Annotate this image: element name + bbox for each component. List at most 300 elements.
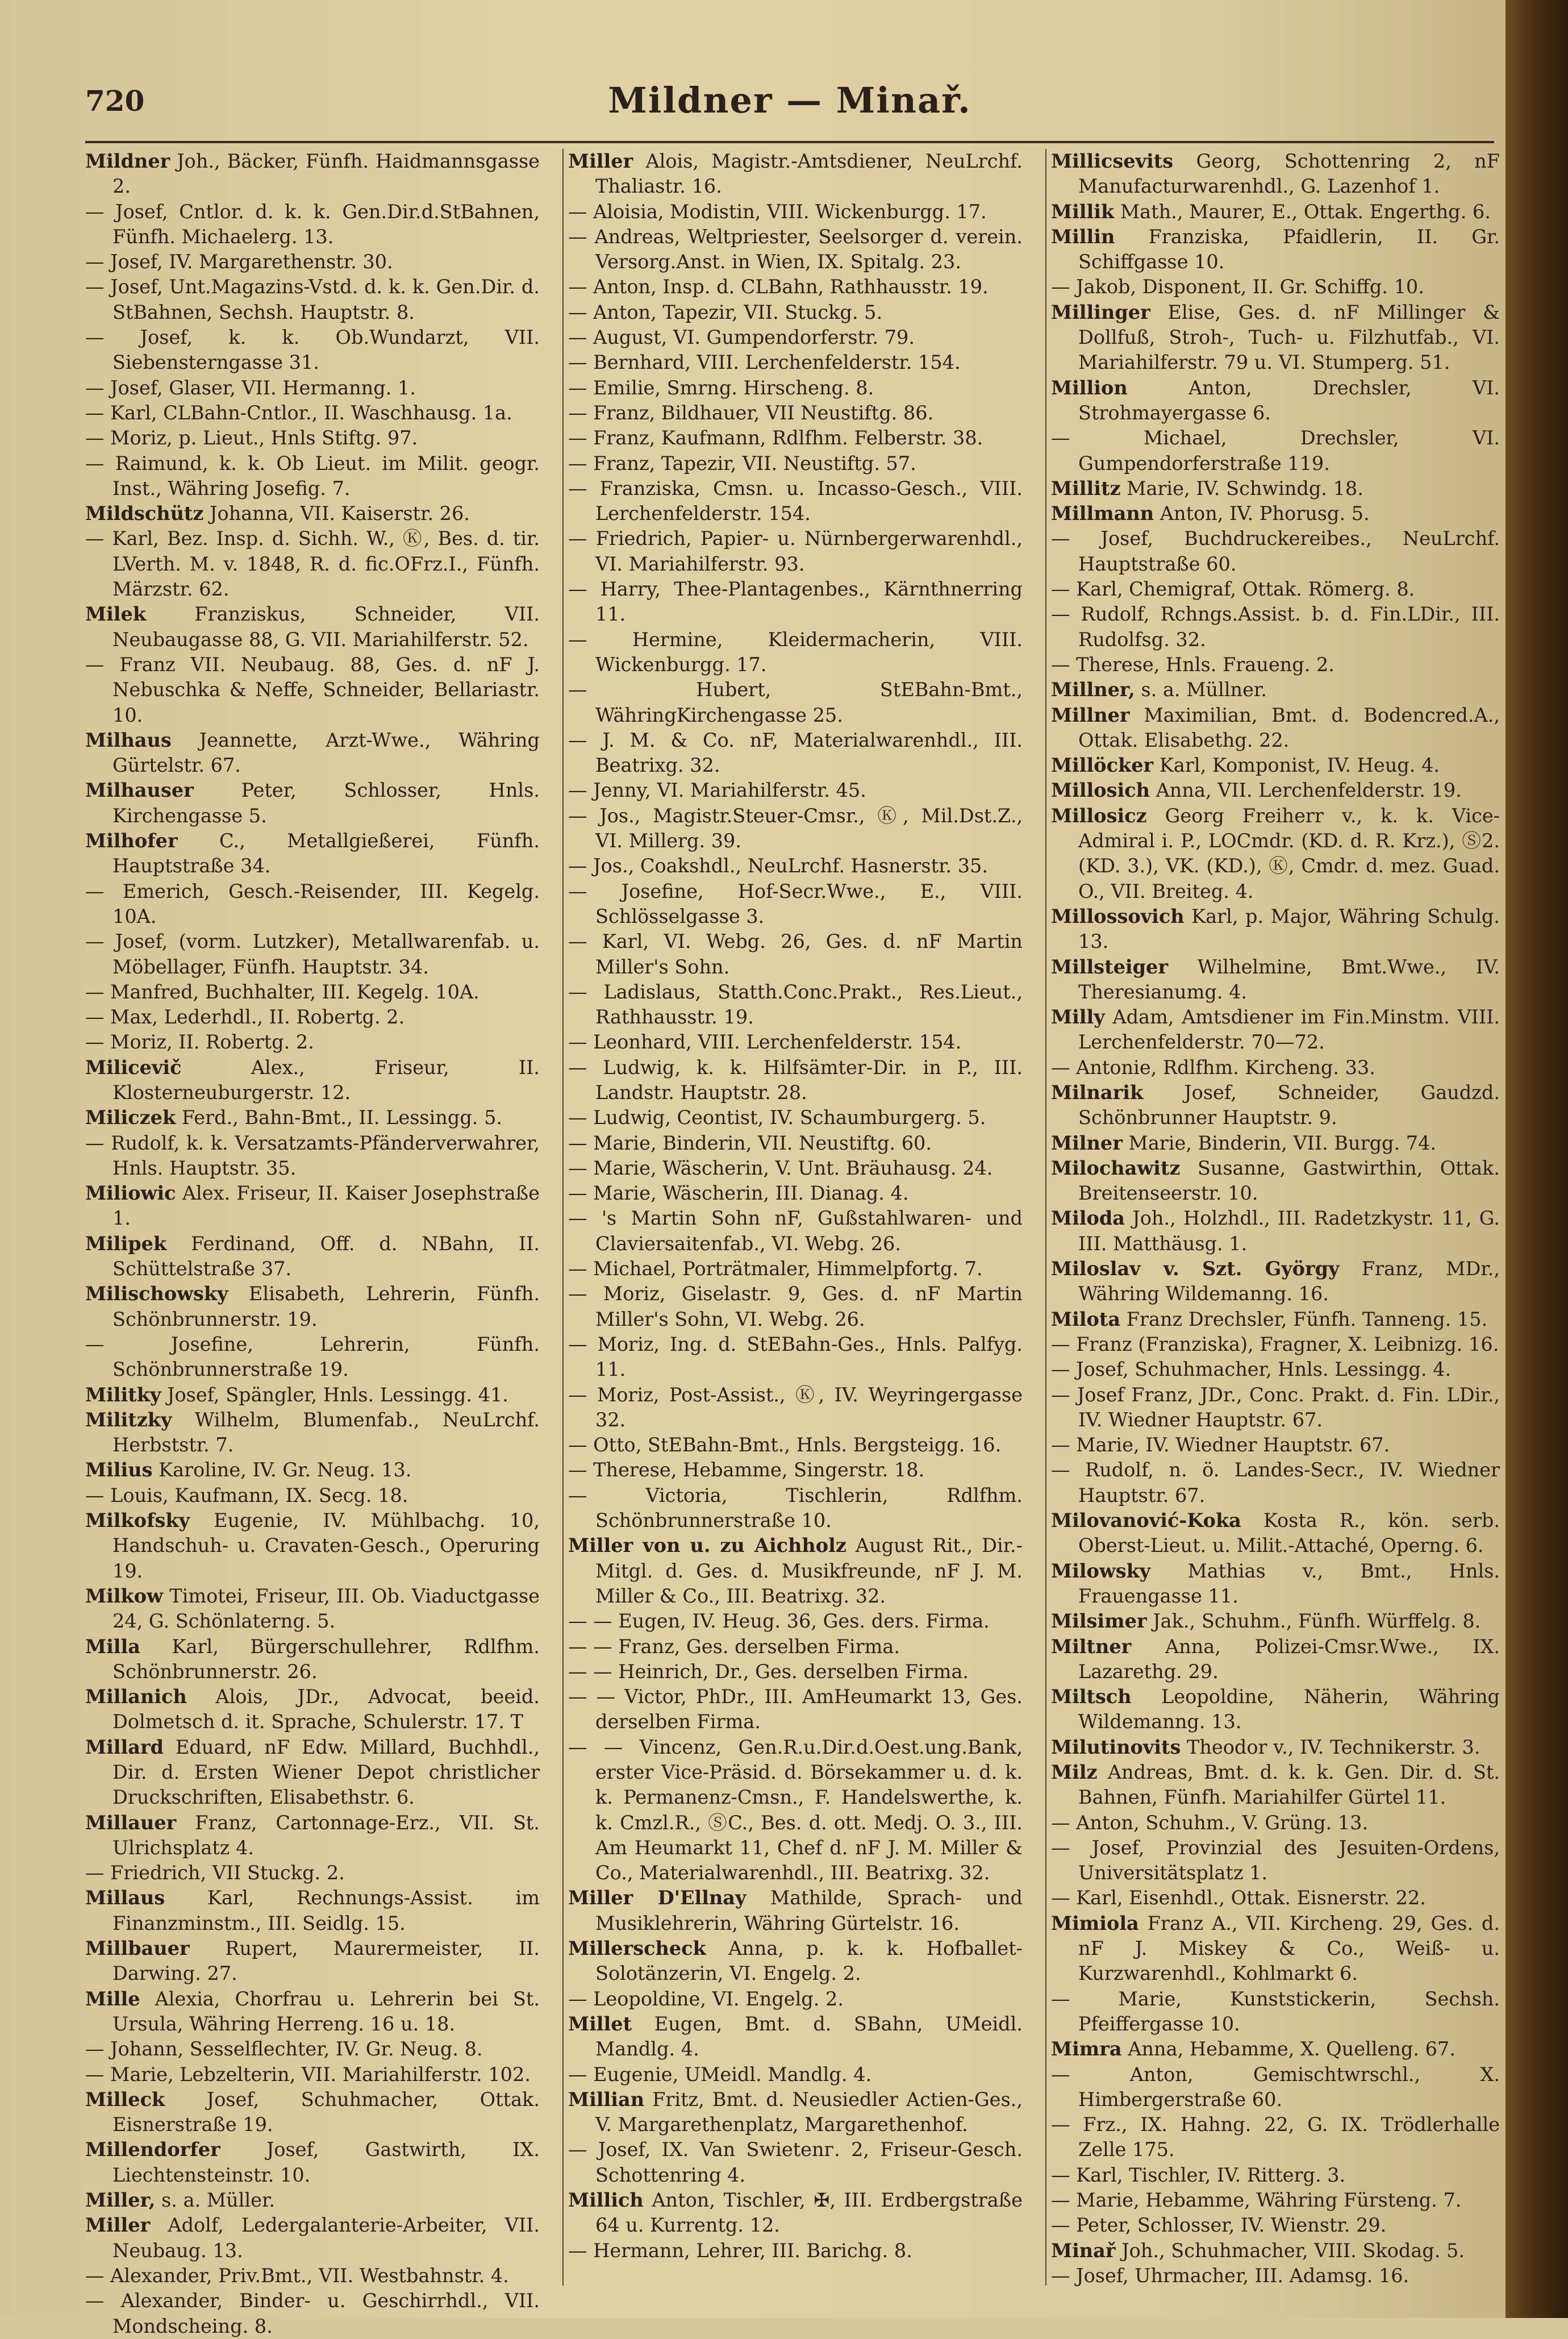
directory-entry xyxy=(1051,1005,1500,1055)
directory-entry xyxy=(568,2062,1023,2087)
book-spine xyxy=(1506,0,1568,2318)
entry-details: Karoline, IV. Gr. Neug. 13. xyxy=(159,1459,412,1481)
entry-details: — — Eugen, IV. Heug. 36, Ges. ders. Firma. xyxy=(568,1610,990,1633)
directory-entry xyxy=(1051,1055,1500,1080)
entry-details: — August, VI. Gumpendorferstr. 79. xyxy=(568,326,915,349)
directory-entry xyxy=(1051,652,1500,677)
entry-details: — Rudolf, k. k. Versatzamts-Pfänderverwahrer, Hnls. Hauptstr. 35. xyxy=(85,1131,540,1179)
directory-entry xyxy=(1051,1735,1500,1760)
entry-details: Alex., Friseur, II. Klosterneuburgerstr. 12. xyxy=(112,1056,540,1104)
directory-entry xyxy=(1051,1206,1500,1256)
entry-details: — Marie, Wäscherin, III. Dianag. 4. xyxy=(568,1182,909,1205)
entry-details: — Hermann, Lehrer, III. Barichg. 8. xyxy=(568,2239,912,2262)
entry-details: — Friedrich, Papier- u. Nürnbergerwarenhdl., VI. Mariahilferstr. 93. xyxy=(568,527,1023,575)
directory-entry xyxy=(1051,1131,1500,1156)
entry-details: — Jos., Coakshdl., NeuLrchf. Hasnerstr. 35. xyxy=(568,855,988,877)
entry-details: Josef, Spängler, Hnls. Lessingg. 41. xyxy=(167,1383,508,1406)
directory-entry xyxy=(1051,476,1500,501)
directory-entry xyxy=(1051,1458,1500,1508)
entry-details: Josef, Schuhmacher, Ottak. Eisnerstraße 19. xyxy=(112,2088,540,2136)
entry-details: Anna, Polizei-Cmsr.Wwe., IX. Lazarethg. 29. xyxy=(1078,1635,1500,1683)
entry-details: — Franz (Franziska), Fragner, X. Leibnizg. 16. xyxy=(1051,1333,1499,1355)
entry-surname: Millosicz xyxy=(1051,804,1147,827)
entry-surname: Millicsevits xyxy=(1051,150,1174,172)
directory-entry xyxy=(1051,526,1500,577)
entry-details: — Franz VII. Neubaug. 88, Ges. d. nF J. Nebuschka & Neffe, Schneider, Bellariastr. 10. xyxy=(85,653,540,726)
directory-entry xyxy=(1051,778,1500,803)
entry-details: Rupert, Maurermeister, II. Darwing. 27. xyxy=(112,1937,540,1985)
directory-entry xyxy=(85,980,540,1005)
entry-surname: Millossovich xyxy=(1051,905,1185,927)
directory-entry xyxy=(568,274,1023,299)
directory-entry xyxy=(85,1684,540,1735)
entry-details: s. a. Müller. xyxy=(161,2189,275,2212)
directory-entry xyxy=(1051,1811,1500,1836)
entry-details: — Moriz, Giselastr. 9, Ges. d. nF Martin Miller's Sohn, VI. Webg. 26. xyxy=(568,1283,1023,1330)
directory-entry xyxy=(568,1483,1023,1534)
entry-details: Jeannette, Arzt-Wwe., Währing Gürtelstr. 67. xyxy=(112,729,540,777)
directory-entry xyxy=(1051,1080,1500,1131)
entry-details: — Manfred, Buchhalter, III. Kegelg. 10A. xyxy=(85,980,479,1003)
entry-details: — Anton, Insp. d. CLBahn, Rathhausstr. 19. xyxy=(568,276,989,298)
entry-details: — Victoria, Tischlerin, Rdlfhm. Schönbrunnerstraße 10. xyxy=(568,1484,1023,1532)
directory-entry xyxy=(1051,199,1500,224)
directory-entry xyxy=(1051,1684,1500,1735)
directory-entry xyxy=(568,879,1023,930)
directory-entry xyxy=(85,426,540,451)
entry-details: — Louis, Kaufmann, IX. Secg. 18. xyxy=(85,1484,408,1506)
directory-entry xyxy=(1051,1383,1500,1433)
entry-surname: Milipek xyxy=(85,1232,167,1255)
entry-surname: Millosich xyxy=(1051,779,1150,802)
entry-details: — Emilie, Smrng. Hirscheng. 8. xyxy=(568,376,874,399)
entry-details: — Aloisia, Modistin, VIII. Wickenburgg. 17. xyxy=(568,200,987,223)
entry-details: Wilhelm, Blumenfab., NeuLrchf. Herbststr. 7. xyxy=(112,1408,540,1456)
directory-entry xyxy=(568,1055,1023,1106)
directory-entry xyxy=(1051,2037,1500,2062)
entry-surname: Millbauer xyxy=(85,1937,190,1960)
entry-details: August Rit., Dir.-Mitgl. d. Ges. d. Musikfreunde, nF J. M. Miller & Co., III. Beatrixg. 32. xyxy=(595,1534,1023,1607)
directory-entry xyxy=(568,401,1023,426)
directory-entry xyxy=(85,1735,540,1811)
directory-entry xyxy=(568,1332,1023,1383)
entry-surname: Milischowsky xyxy=(85,1283,228,1305)
entry-details: — Franziska, Cmsn. u. Incasso-Gesch., VIII. Lerchenfelderstr. 154. xyxy=(568,477,1023,525)
directory-entry xyxy=(1051,2062,1500,2113)
directory-entry xyxy=(568,1735,1023,1886)
entry-details: — Leopoldine, VI. Engelg. 2. xyxy=(568,1987,844,2010)
directory-entry xyxy=(85,2087,540,2138)
entry-details: — Anton, Schuhm., V. Grüng. 13. xyxy=(1051,1811,1369,1834)
entry-surname: Millmann xyxy=(1051,502,1154,525)
entry-surname: Militky xyxy=(85,1383,161,1406)
entry-surname: Millsteiger xyxy=(1051,955,1169,978)
entry-surname: Milutinovits xyxy=(1051,1735,1181,1758)
directory-entry xyxy=(85,2288,540,2339)
directory-entry xyxy=(85,2062,540,2087)
entry-details: — Andreas, Weltpriester, Seelsorger d. verein. Versorg.Anst. in Wien, IX. Spitalg. 23. xyxy=(568,225,1023,273)
entry-details: — Marie, Wäscherin, V. Unt. Bräuhausg. 24. xyxy=(568,1156,993,1179)
directory-entry xyxy=(1051,376,1500,426)
directory-entry xyxy=(1051,1433,1500,1458)
entry-details: — — Victor, PhDr., III. AmHeumarkt 13, Ges. derselben Firma. xyxy=(568,1685,1023,1733)
entry-surname: Milner xyxy=(1051,1131,1123,1154)
entry-details: — Johann, Sesselflechter, IV. Gr. Neug. 8. xyxy=(85,2038,483,2061)
entry-details: — Ladislaus, Statth.Conc.Prakt., Res.Lieut., Rathhausstr. 19. xyxy=(568,980,1023,1029)
entry-details: Marie, Binderin, VII. Burgg. 74. xyxy=(1128,1131,1437,1154)
entry-details: — Anton, Gemischtwrschl., X. Himbergerstraße 60. xyxy=(1051,2063,1500,2111)
entry-surname: Miliczek xyxy=(85,1106,176,1129)
header-rule xyxy=(85,141,1494,143)
directory-entry xyxy=(568,325,1023,350)
directory-entry xyxy=(85,879,540,930)
directory-entry xyxy=(568,1281,1023,1332)
entry-details: Anton, IV. Phorusg. 5. xyxy=(1160,502,1370,525)
entry-details: — Josefine, Lehrerin, Fünfh. Schönbrunnerstraße 19. xyxy=(85,1333,540,1381)
directory-entry xyxy=(1051,1911,1500,1987)
entry-details: — Franz, Tapezir, VII. Neustiftg. 57. xyxy=(568,452,916,475)
directory-entry xyxy=(568,1684,1023,1735)
directory-entry xyxy=(85,249,540,274)
entry-details: Marie, IV. Schwindg. 18. xyxy=(1127,477,1363,500)
entry-details: — Josef, (vorm. Lutzker), Metallwarenfab. u. Möbellager, Fünfh. Hauptstr. 34. xyxy=(85,930,540,978)
page-header xyxy=(85,80,1494,131)
entry-details: Alex. Friseur, II. Kaiser Josephstraße 1. xyxy=(112,1182,540,1230)
directory-entry xyxy=(1051,1256,1500,1307)
entry-surname: Milla xyxy=(85,1635,140,1658)
directory-entry xyxy=(568,1181,1023,1206)
directory-entry xyxy=(568,1105,1023,1130)
entry-surname: Millaus xyxy=(85,1887,165,1909)
entry-surname: Millendorfer xyxy=(85,2138,220,2161)
entry-surname: Milota xyxy=(1051,1308,1121,1330)
entry-details: Adam, Amtsdiener im Fin.Minstm. VIII. Lerchenfelderstr. 70—72. xyxy=(1078,1006,1500,1054)
directory-entry xyxy=(1051,224,1500,275)
entry-details: Anna, p. k. k. Hofballet-Solotänzerin, VI. Engelg. 2. xyxy=(595,1937,1023,1985)
directory-entry xyxy=(1051,2112,1500,2163)
entry-details: — Karl, Bez. Insp. d. Sichh. W., Ⓚ, Bes. d. tir. LVerth. M. v. 1848, R. d. fic.OFrz.I., Fünfh. Märzstr. 62. xyxy=(85,527,540,601)
entry-details: — Josef, IX. Van Swietenг. 2, Friseur-Gesch. Schottenring 4. xyxy=(568,2138,1023,2186)
directory-entry xyxy=(568,778,1023,803)
directory-entry xyxy=(85,1886,540,1936)
entry-details: Anton, Tischler, ✠, III. Erdbergstraße 64 u. Kurrentg. 12. xyxy=(595,2189,1023,2237)
directory-entry xyxy=(1051,602,1500,652)
entry-details: Maximilian, Bmt. d. Bodencred.A., Ottak. Elisabethg. 22. xyxy=(1078,704,1500,751)
entry-details: Elisabeth, Lehrerin, Fünfh. Schönbrunnerstr. 19. xyxy=(112,1283,540,1330)
entry-details: Fritz, Bmt. d. Neusiedler Actien-Ges., V. Margarethenplatz, Margarethenhof. xyxy=(595,2088,1023,2136)
directory-entry xyxy=(568,199,1023,224)
entry-surname: Millitz xyxy=(1051,477,1121,500)
entry-details: — Josef, Cntlor. d. k. k. Gen.Dir.d.StBahnen, Fünfh. Michaelerg. 13. xyxy=(85,200,540,248)
directory-entry xyxy=(85,1231,540,1282)
entry-details: — Josef, Glaser, VII. Hermanng. 1. xyxy=(85,376,416,399)
entry-surname: Miltsch xyxy=(1051,1685,1132,1708)
directory-entry xyxy=(85,526,540,602)
directory-entry xyxy=(568,577,1023,627)
directory-entry xyxy=(1051,2163,1500,2188)
entry-details: — Anton, Tapezir, VII. Stuckg. 5. xyxy=(568,301,883,323)
directory-entry xyxy=(85,1987,540,2037)
directory-entry xyxy=(568,1533,1023,1609)
directory-entry xyxy=(85,199,540,250)
entry-details: Kosta R., kön. serb. Oberst-Lieut. u. Milit.-Attaché, Operng. 6. xyxy=(1078,1509,1500,1557)
entry-details: — Alexander, Binder- u. Geschirrhdl., VII. Mondscheing. 8. xyxy=(85,2290,540,2337)
entry-details: — Rudolf, Rchngs.Assist. b. d. Fin.LDir., III. Rudolfsg. 32. xyxy=(1051,603,1500,651)
entry-details: Peter, Schlosser, Hnls. Kirchengasse 5. xyxy=(112,779,540,827)
entry-surname: Millauer xyxy=(85,1811,177,1834)
directory-entry xyxy=(85,2137,540,2188)
column-divider xyxy=(1045,149,1046,2286)
directory-entry xyxy=(568,1659,1023,1684)
entry-details: Anna, VII. Lerchenfelderstr. 19. xyxy=(1156,779,1462,802)
directory-entry xyxy=(568,476,1023,527)
entry-details: Adolf, Ledergalanterie-Arbeiter, VII. Neubaug. 13. xyxy=(112,2214,540,2262)
entry-details: — Franz, Kaufmann, Rdlfhm. Felberstr. 38. xyxy=(568,427,983,450)
page-number: 720 xyxy=(85,84,145,118)
directory-entry xyxy=(568,1206,1023,1256)
entry-surname: Milius xyxy=(85,1459,153,1481)
entry-details: Anton, Drechsler, VI. Strohmayergasse 6. xyxy=(1078,376,1500,424)
entry-details: Timotei, Friseur, III. Ob. Viaductgasse 24, G. Schönlaterng. 5. xyxy=(112,1584,540,1633)
entry-surname: Millich xyxy=(568,2189,644,2212)
entry-surname: Mimiola xyxy=(1051,1912,1139,1934)
directory-entry xyxy=(85,1936,540,1987)
entry-surname: Miller, xyxy=(85,2189,156,2212)
entry-surname: Milhauser xyxy=(85,779,194,802)
entry-surname: Milek xyxy=(85,603,147,626)
directory-entry xyxy=(85,274,540,325)
directory-entry xyxy=(568,2137,1023,2188)
entry-details: — Josef, k. k. Ob.Wundarzt, VII. Siebensterngasse 31. xyxy=(85,326,540,374)
directory-entry xyxy=(1051,677,1500,702)
directory-entry xyxy=(568,149,1023,199)
directory-entry xyxy=(1051,1886,1500,1911)
directory-entry xyxy=(1051,1836,1500,1886)
directory-entry xyxy=(1051,904,1500,955)
directory-entry xyxy=(1051,1559,1500,1609)
entry-details: Alexia, Chorfrau u. Lehrerin bei St. Ursula, Währing Herreng. 16 u. 18. xyxy=(112,1987,540,2035)
directory-entry xyxy=(1051,426,1500,476)
entry-surname: Miller xyxy=(85,2214,151,2237)
entry-surname: Million xyxy=(1051,376,1128,399)
directory-entry xyxy=(568,2238,1023,2263)
entry-details: — Josef, Schuhmacher, Hnls. Lessingg. 4. xyxy=(1051,1358,1452,1381)
entry-details: Georg Freiherr v., k. k. Vice-Admiral i. P., LOCmdr. (KD. d. R. Krz.), Ⓢ2. (KD. 3.), VK. (KD.), Ⓚ, Cmdr. d. mez. Guad. O., VII. Breiteg. 4. xyxy=(1078,804,1500,902)
entry-details: Anna, Hebamme, X. Quelleng. 67. xyxy=(1128,2038,1456,2061)
directory-entry xyxy=(568,929,1023,980)
entry-surname: Miller D'Ellnay xyxy=(568,1887,747,1909)
entry-details: — Max, Lederhdl., II. Robertg. 2. xyxy=(85,1006,405,1029)
entry-details: — Franz, Bildhauer, VII Neustiftg. 86. xyxy=(568,401,934,424)
directory-entry xyxy=(1051,1634,1500,1685)
directory-entry xyxy=(85,325,540,376)
entry-details: — Hubert, StEBahn-Bmt., WähringKirchengasse 25. xyxy=(568,679,1023,726)
entry-details: — Marie, Hebamme, Währing Fürsteng. 7. xyxy=(1051,2189,1462,2212)
directory-entry xyxy=(85,1181,540,1231)
entry-details: Franz, Cartonnage-Erz., VII. St. Ulrichsplatz 4. xyxy=(112,1811,540,1859)
directory-entry xyxy=(85,149,540,199)
entry-surname: Millöcker xyxy=(1051,754,1154,777)
directory-entry xyxy=(568,677,1023,728)
column-divider xyxy=(562,149,564,2286)
entry-surname: Millinger xyxy=(1051,301,1150,323)
entry-details: Math., Maurer, E., Ottak. Engerthg. 6. xyxy=(1120,200,1491,223)
directory-entry xyxy=(85,1458,540,1483)
entry-surname: Milhofer xyxy=(85,830,178,852)
entry-details: — Jenny, VI. Mariahilferstr. 45. xyxy=(568,779,866,802)
directory-entry xyxy=(568,526,1023,577)
entry-details: — Peter, Schlosser, IV. Wienstr. 29. xyxy=(1051,2214,1387,2237)
directory-entry xyxy=(85,778,540,829)
entry-details: s. a. Müllner. xyxy=(1141,679,1267,701)
entry-surname: Milicevič xyxy=(85,1056,182,1079)
directory-entry xyxy=(1051,2213,1500,2238)
directory-entry xyxy=(85,1584,540,1634)
entry-details: — Michael, Drechsler, VI. Gumpendorferstraße 119. xyxy=(1051,427,1500,475)
entry-details: — Jakob, Disponent, II. Gr. Schiffg. 10. xyxy=(1051,276,1424,298)
directory-entry xyxy=(568,1030,1023,1055)
entry-details: — Josef Franz, JDr., Conc. Prakt. d. Fin. LDir., IV. Wiedner Hauptstr. 67. xyxy=(1051,1383,1500,1431)
entry-details: Joh., Holzhdl., III. Radetzkystr. 11, G. III. Matthäusg. 1. xyxy=(1078,1207,1500,1255)
directory-entry xyxy=(1051,1760,1500,1811)
entry-details: Josef, Gastwirth, IX. Liechtensteinstr. 10. xyxy=(112,2138,540,2186)
directory-entry xyxy=(85,1508,540,1584)
entry-details: — Josef, Provinzial des Jesuiten-Ordens, Universitätsplatz 1. xyxy=(1051,1836,1500,1884)
entry-surname: Milly xyxy=(1051,1006,1105,1029)
entry-surname: Millerscheck xyxy=(568,1937,706,1960)
entry-details: — Ludwig, k. k. Hilfsämter-Dir. in P., III. Landstr. Hauptstr. 28. xyxy=(568,1056,1023,1104)
entry-details: Franziskus, Schneider, VII. Neubaugasse 88, G. VII. Mariahilferstr. 52. xyxy=(112,603,540,651)
directory-entry xyxy=(568,1433,1023,1458)
entry-details: — Josef, Buchdruckereibes., NeuLrchf. Hauptstraße 60. xyxy=(1051,527,1500,575)
entry-surname: Milovanović-Koka xyxy=(1051,1509,1241,1532)
directory-entry xyxy=(1051,300,1500,376)
entry-details: — Michael, Porträtmaler, Himmelpfortg. 7. xyxy=(568,1258,983,1280)
entry-details: Susanne, Gastwirthin, Ottak. Breitenseerstr. 10. xyxy=(1078,1156,1500,1205)
entry-details: — Josef, Unt.Magazins-Vstd. d. k. k. Gen.Dir. d. StBahnen, Sechsh. Hauptstr. 8. xyxy=(85,276,540,323)
entry-details: Alois, Magistr.-Amtsdiener, NeuLrchf. Thaliastr. 16. xyxy=(595,150,1023,198)
entry-surname: Milleck xyxy=(85,2088,165,2111)
entry-details: Eugenie, IV. Mühlbachg. 10, Handschuh- u. Cravaten-Gesch., Operuring 19. xyxy=(112,1509,540,1582)
column-1 xyxy=(85,149,540,2337)
entry-surname: Millard xyxy=(85,1735,164,1758)
directory-entry xyxy=(85,1055,540,1106)
directory-entry xyxy=(1051,1307,1500,1332)
entry-surname: Milz xyxy=(1051,1761,1098,1783)
directory-entry xyxy=(1051,274,1500,299)
directory-entry xyxy=(1051,1508,1500,1559)
entry-surname: Millin xyxy=(1051,225,1115,248)
entry-details: — Harry, Thee-Plantagenbes., Kärnthnerring 11. xyxy=(568,578,1023,626)
directory-entry xyxy=(85,728,540,779)
entry-details: C., Metallgießerei, Fünfh. Hauptstraße 34. xyxy=(112,830,540,877)
entry-details: Mathias v., Bmt., Hnls. Frauengasse 11. xyxy=(1078,1559,1500,1607)
column-2 xyxy=(568,149,1023,2297)
directory-entry xyxy=(85,1332,540,1383)
entry-surname: Miliowic xyxy=(85,1182,176,1205)
entry-surname: Millner xyxy=(1051,704,1130,726)
entry-surname: Milowsky xyxy=(1051,1559,1151,1582)
directory-entry xyxy=(85,1408,540,1458)
directory-entry xyxy=(85,1383,540,1408)
entry-surname: Milhaus xyxy=(85,729,172,751)
entry-details: Franz, MDr., Währing Wildemanng. 16. xyxy=(1078,1258,1500,1305)
directory-entry xyxy=(568,1609,1023,1634)
entry-surname: Mimra xyxy=(1051,2038,1122,2061)
entry-surname: Mille xyxy=(85,1987,140,2010)
directory-entry xyxy=(568,854,1023,879)
directory-entry xyxy=(568,728,1023,779)
directory-entry xyxy=(568,1936,1023,1987)
entry-details: Alois, JDr., Advocat, beeid. Dolmetsch d. it. Sprache, Schulerstr. 17. T xyxy=(112,1685,540,1733)
entry-surname: Miller xyxy=(568,150,633,172)
directory-entry xyxy=(568,980,1023,1030)
directory-entry xyxy=(1051,955,1500,1005)
directory-entry xyxy=(1051,753,1500,778)
entry-surname: Millian xyxy=(568,2088,645,2111)
directory-entry xyxy=(85,2213,540,2263)
entry-details: Eugen, Bmt. d. SBahn, UMeidl. Mandlg. 4. xyxy=(595,2012,1023,2061)
entry-details: — Karl, Tischler, IV. Ritterg. 3. xyxy=(1051,2163,1346,2186)
entry-details: — Karl, VI. Webg. 26, Ges. d. nF Martin Miller's Sohn. xyxy=(568,930,1023,978)
directory-entry xyxy=(568,1256,1023,1281)
directory-entry xyxy=(568,451,1023,476)
entry-details: Joh., Schuhmacher, VIII. Skodag. 5. xyxy=(1121,2239,1465,2262)
entry-details: Theodor v., IV. Technikerstr. 3. xyxy=(1186,1735,1481,1758)
entry-details: Wilhelmine, Bmt.Wwe., IV. Theresianumg. 4. xyxy=(1078,955,1500,1003)
entry-details: Johanna, VII. Kaiserstr. 26. xyxy=(210,502,470,525)
entry-details: Franziska, Pfaidlerin, II. Gr. Schiffgasse 10. xyxy=(1078,225,1500,273)
entry-details: — — Vincenz, Gen.R.u.Dir.d.Oest.ung.Bank, erster Vice-Präsid. d. Börsekammer u. d. k. k. Permanenz-Cmsn., F. Handelswerthe, k. k. Cmzl.R., ⓈC., Bes. d. ott. Medj. O. 3., III. Am Heumarkt 11, Chef d. nF J. M. Miller & Co., Materialwarenhdl., III. Beatrixg. 32. xyxy=(568,1735,1023,1884)
directory-entry xyxy=(85,2263,540,2288)
directory-entry xyxy=(568,2012,1023,2062)
directory-entry xyxy=(1051,1987,1500,2037)
directory-entry xyxy=(85,1861,540,1886)
directory-entry xyxy=(85,1281,540,1332)
entry-details: — Friedrich, VII Stuckg. 2. xyxy=(85,1862,345,1884)
entry-details: Karl, Bürgerschullehrer, Rdlfhm. Schönbrunnerstr. 26. xyxy=(112,1635,540,1683)
directory-entry xyxy=(568,1886,1023,1936)
entry-details: — Therese, Hebamme, Singerstr. 18. xyxy=(568,1459,925,1481)
entry-details: Leopoldine, Näherin, Währing Wildemanng. 13. xyxy=(1078,1685,1500,1733)
entry-surname: Miltner xyxy=(1051,1635,1132,1658)
directory-entry xyxy=(1051,804,1500,904)
directory-entry xyxy=(568,1634,1023,1659)
directory-entry xyxy=(85,2037,540,2062)
directory-entry xyxy=(1051,1609,1500,1634)
directory-entry xyxy=(568,627,1023,678)
entry-details: — Leonhard, VIII. Lerchenfelderstr. 154. xyxy=(568,1031,962,1054)
entry-details: Ferdinand, Off. d. NBahn, II. Schüttelstraße 37. xyxy=(112,1232,540,1280)
entry-details: Joh., Bäcker, Fünfh. Haidmannsgasse 2. xyxy=(112,150,540,198)
entry-details: — Raimund, k. k. Ob Lieut. im Milit. geogr. Inst., Währing Josefig. 7. xyxy=(85,452,540,500)
directory-entry xyxy=(85,929,540,980)
entry-details: Mathilde, Sprach- und Musiklehrerin, Währing Gürtelstr. 16. xyxy=(595,1887,1023,1934)
entry-details: — Karl, Eisenhdl., Ottak. Eisnerstr. 22. xyxy=(1051,1887,1426,1909)
entry-surname: Mildner xyxy=(85,150,170,172)
entry-details: — Therese, Hnls. Fraueng. 2. xyxy=(1051,653,1335,676)
entry-details: Karl, Rechnungs-Assist. im Finanzminstm., III. Seidlg. 15. xyxy=(112,1887,540,1934)
directory-entry xyxy=(1051,501,1500,526)
entry-surname: Minař xyxy=(1051,2239,1116,2262)
directory-entry xyxy=(85,602,540,652)
entry-details: Franz Drechsler, Fünfh. Tanneng. 15. xyxy=(1126,1308,1488,1330)
entry-details: — Bernhard, VIII. Lerchenfelderstr. 154. xyxy=(568,351,961,374)
directory-entry xyxy=(1051,2238,1500,2263)
entry-details: — Hermine, Kleidermacherin, VIII. Wickenburgg. 17. xyxy=(568,628,1023,676)
entry-details: — Marie, IV. Wiedner Hauptstr. 67. xyxy=(1051,1434,1390,1456)
entry-surname: Millanich xyxy=(85,1685,187,1708)
